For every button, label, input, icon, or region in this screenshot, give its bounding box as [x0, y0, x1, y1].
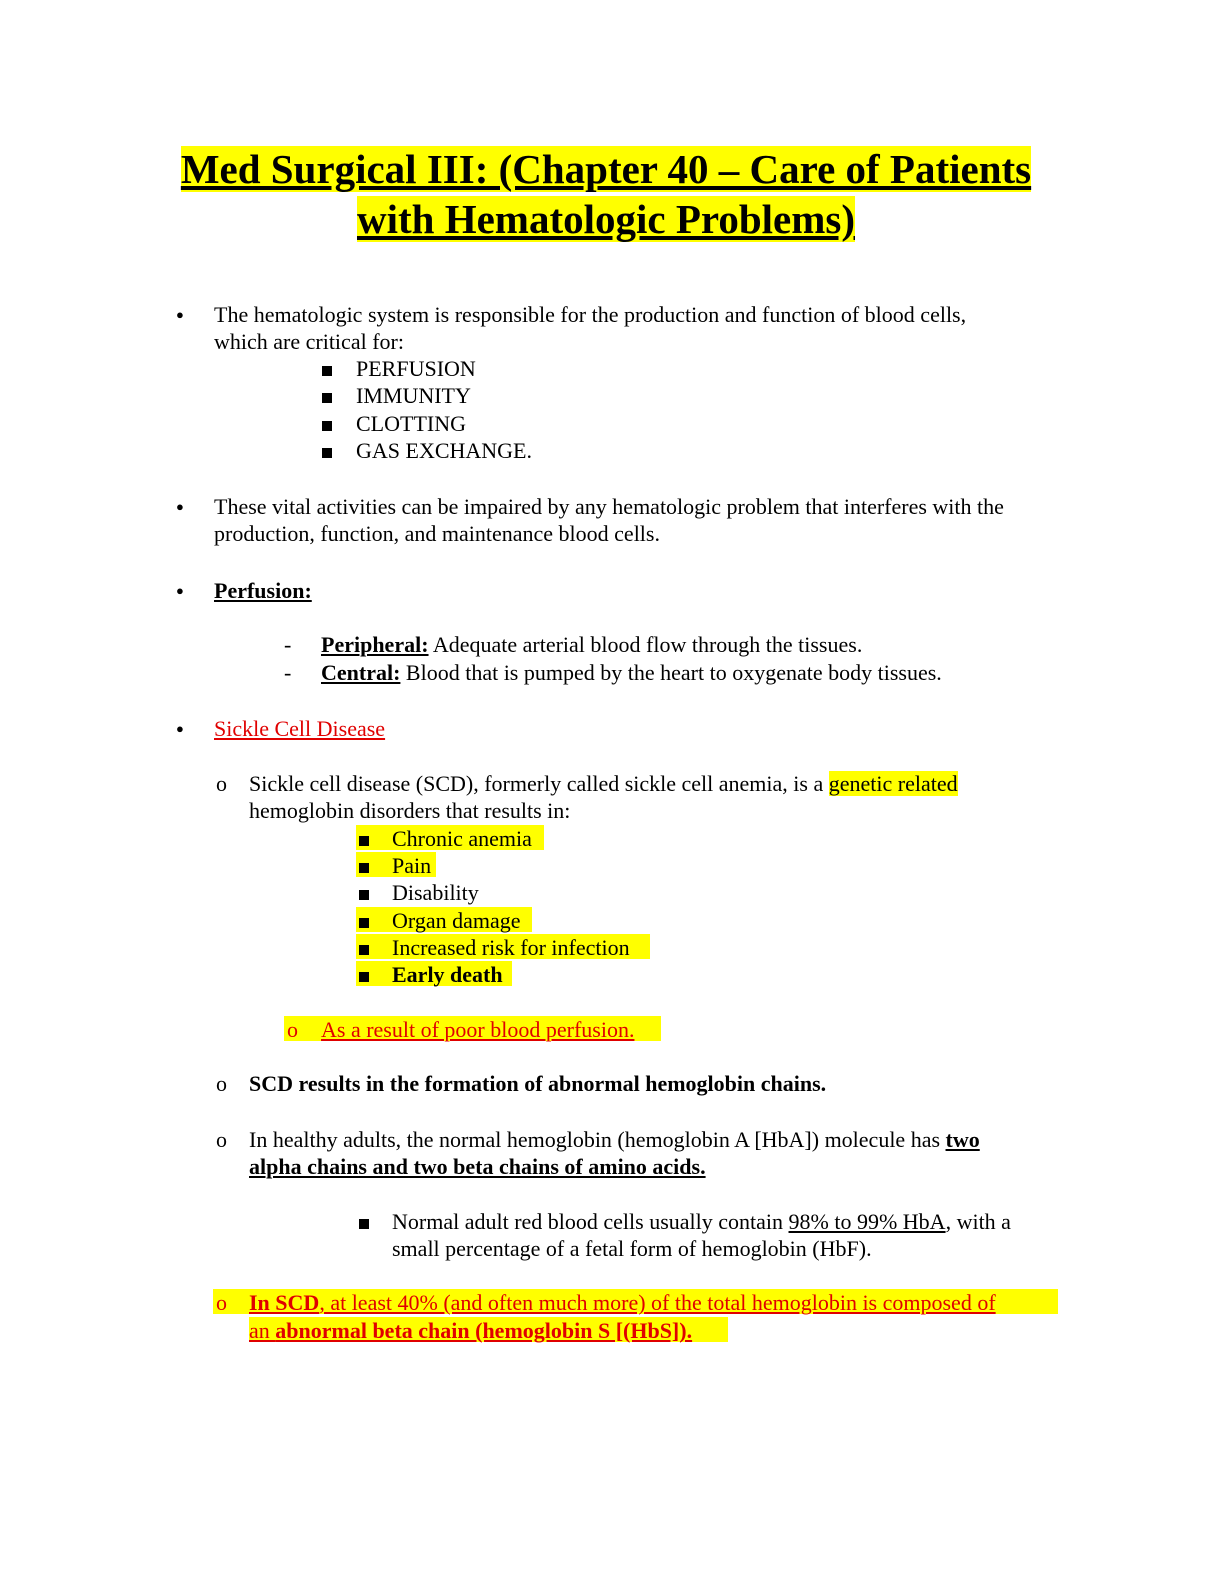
- scd-result-disability: Disability: [392, 880, 479, 905]
- healthy-line-1: [249, 1126, 980, 1153]
- in-scd-hbs: abnormal beta chain (hemoglobin S [(HbS]).: [275, 1318, 693, 1343]
- intro-item-gas-exchange: GAS EXCHANGE.: [356, 438, 532, 463]
- healthy-text: In healthy adults, the normal hemoglobin (hemoglobin A [HbA]) molecule has: [249, 1127, 946, 1152]
- square-bullet-icon: [322, 382, 332, 409]
- peripheral-item: [321, 631, 862, 658]
- scd-def-line-2: hemoglobin disorders that results in:: [249, 798, 571, 823]
- bullet-disc-icon: [176, 715, 184, 745]
- normal-percent: 98% to 99% HbA: [788, 1209, 946, 1234]
- scd-cause: As a result of poor blood perfusion.: [321, 1017, 635, 1042]
- in-scd-line-1: [249, 1289, 996, 1316]
- circle-bullet-icon: o: [216, 1127, 227, 1152]
- central-label: Central:: [321, 660, 401, 685]
- perfusion-heading: Perfusion:: [214, 578, 312, 603]
- in-scd-label: In SCD: [249, 1290, 320, 1315]
- intro-item-immunity: IMMUNITY: [356, 383, 471, 408]
- scd-abnormal-chains: SCD results in the formation of abnormal hemoglobin chains.: [249, 1071, 827, 1096]
- peripheral-text: Adequate arterial blood flow through the tissues.: [428, 632, 863, 657]
- in-scd-line-2: [249, 1317, 692, 1344]
- central-text: Blood that is pumped by the heart to oxygenate body tissues.: [400, 660, 942, 685]
- scd-result-chronic-anemia: Chronic anemia: [392, 826, 532, 851]
- dash-marker: -: [284, 660, 292, 685]
- circle-bullet-icon: o: [216, 1071, 227, 1096]
- square-bullet-icon: [359, 879, 369, 906]
- square-bullet-icon: [359, 961, 369, 988]
- square-bullet-icon: [359, 934, 369, 961]
- square-bullet-icon: [359, 852, 369, 879]
- dash-marker: -: [284, 632, 292, 657]
- impair-line-2: production, function, and maintenance blood cells.: [214, 521, 660, 546]
- scd-heading: Sickle Cell Disease: [214, 716, 386, 741]
- square-bullet-icon: [322, 410, 332, 437]
- in-scd-an: an: [249, 1318, 276, 1343]
- circle-bullet-icon: o: [216, 1290, 227, 1315]
- circle-bullet-icon: o: [216, 771, 227, 796]
- scd-def-text: Sickle cell disease (SCD), formerly called sickle cell anemia, is a: [249, 771, 829, 796]
- normal-text: Normal adult red blood cells usually contain: [392, 1209, 789, 1234]
- peripheral-label: Peripheral:: [321, 632, 429, 657]
- square-bullet-icon: [359, 1208, 369, 1235]
- square-bullet-icon: [322, 355, 332, 382]
- title-line-1: Med Surgical III: (Chapter 40 – Care of Patients: [180, 146, 1032, 192]
- intro-line-2: which are critical for:: [214, 329, 404, 354]
- in-scd-text: , at least 40% (and often much more) of the total hemoglobin is composed of: [319, 1290, 996, 1315]
- bullet-disc-icon: [176, 493, 184, 523]
- title-line-2: with Hematologic Problems): [357, 196, 855, 242]
- intro-item-perfusion: PERFUSION: [356, 356, 476, 381]
- impair-line-1: These vital activities can be impaired by any hematologic problem that interferes with the: [214, 494, 1004, 519]
- scd-def-highlight: genetic related: [828, 771, 958, 796]
- bullet-disc-icon: [176, 301, 184, 331]
- square-bullet-icon: [359, 825, 369, 852]
- normal-line-2: small percentage of a fetal form of hemoglobin (HbF).: [392, 1236, 872, 1261]
- intro-line-1: The hematologic system is responsible for the production and function of blood cells,: [214, 302, 967, 327]
- normal-text-end: , with a: [945, 1209, 1011, 1234]
- intro-item-clotting: CLOTTING: [356, 411, 466, 436]
- scd-result-pain: Pain: [392, 853, 432, 878]
- page-title: [150, 144, 1062, 244]
- square-bullet-icon: [359, 907, 369, 934]
- healthy-line-2: alpha chains and two beta chains of amino acids.: [249, 1154, 706, 1179]
- scd-result-organ-damage: Organ damage: [392, 908, 521, 933]
- scd-result-infection-risk: Increased risk for infection: [392, 935, 630, 960]
- central-item: [321, 659, 942, 686]
- square-bullet-icon: [322, 437, 332, 464]
- bullet-disc-icon: [176, 577, 184, 607]
- scd-result-early-death: Early death: [392, 962, 503, 987]
- normal-line-1: [392, 1208, 1011, 1235]
- healthy-emphasis: two: [945, 1127, 980, 1152]
- scd-def-line-1: [249, 770, 958, 797]
- circle-bullet-icon: o: [287, 1017, 298, 1042]
